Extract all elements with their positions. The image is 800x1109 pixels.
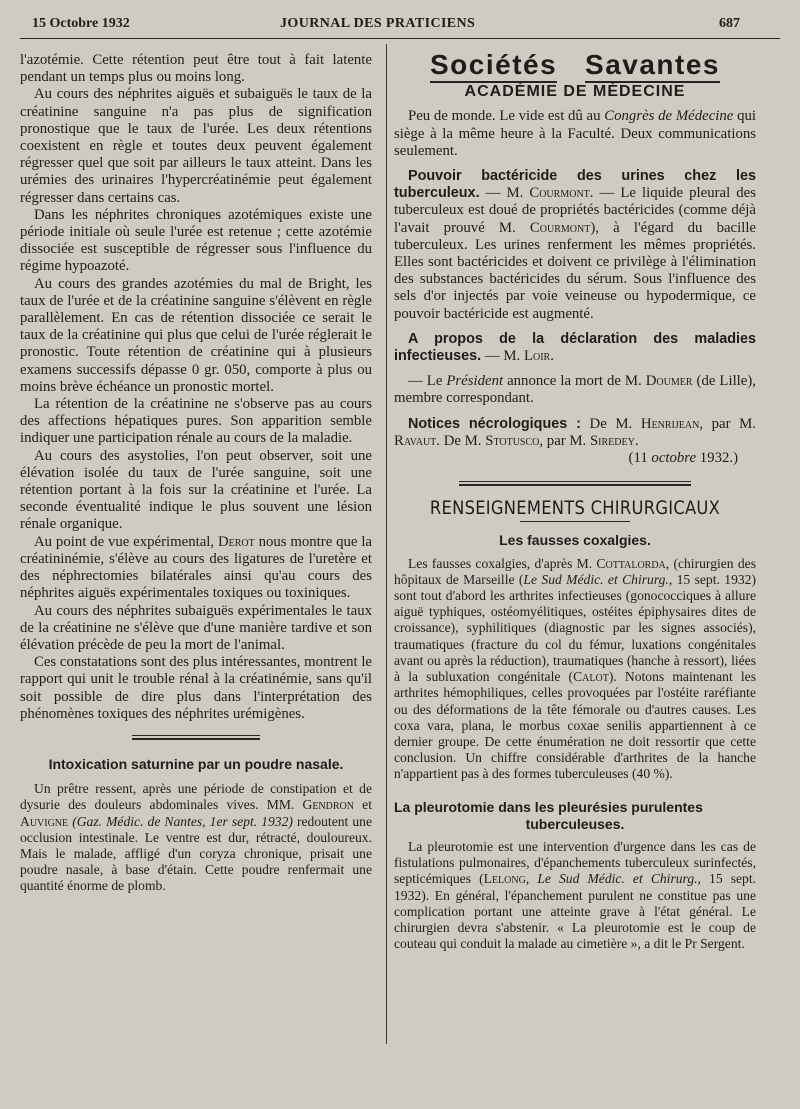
source-citation: Le Sud Médic. et Chirurg. [523, 571, 669, 587]
header-rule [20, 38, 780, 39]
author-name: Loir [523, 348, 551, 365]
academy-heading: ACADÉMIE DE MÉDECINE [464, 83, 686, 101]
page-number: 687 [719, 16, 740, 31]
paragraph: Au cours des néphrites subaiguës expérimentales le taux de la créatinine ne s'élève que d'une manière tardive et son élévation précède de peu la mort de l'animal. [20, 602, 372, 653]
running-header [32, 16, 740, 36]
announcement-paragraph: — Le Président annonce la mort de M. Doumer (de Lille), membre correspondant. [394, 373, 756, 407]
author-name: Courmont [529, 185, 590, 202]
communication-paragraph: A propos de la déclaration des maladies infectieuses. — M. Loir. [394, 330, 756, 365]
paragraph: La rétention de la créatinine ne s'observe pas au cours des affections hépatiques pures. Son apparition semble indiquer une participation rénale au cours de la maladie. [20, 396, 372, 447]
left-column [20, 52, 372, 895]
paragraph-derot: Au point de vue expérimental, Derot nous montre que la créatininémie, s'élève au cours des ligatures de l'uretère et des néphrectomies bilatérales ainsi qu'au cours des néphrites aiguës expérimentales toxiques ou toxiniques. [20, 533, 372, 602]
heading-rule [520, 521, 630, 522]
author-name: Courmont [529, 219, 591, 236]
section-heading: Sociétés Savantes [394, 56, 756, 73]
ornament-rule [459, 481, 691, 486]
intro-paragraph: Peu de monde. Le vide est dû au Congrès de Médecine qui siège à la même heure à la Faculté. Deux communications seulement. [394, 108, 756, 159]
ornament-rule [132, 735, 260, 740]
person-name: Doumer [645, 373, 693, 390]
article-body: Les fausses coxalgies, d'après M. Cottalorda, (chirurgien des hôpitaux de Marseille (Le Sud Médic. et Chirurg., 15 sept. 1932) sont tout d'abord les arthrites infectieuses (gonococciques à allure aiguë typhiques, ostéomyélitiques, ostéites épiphysaires dites de croissance), syphilitiques (diagnostic par les signes associés), traumatiques (fracture du col du fémur, luxations congénitales avant ou après la réduction), traumatiques (hanche à ressort), liées à la subluxation congénitale (Calot). Notons maintenant les arthrites hémophiliques, celles provoquées par l'ostéite raréfiante ou des déformations de la tête fémorale ou d'autres causes. Les coxa vara, plana, le morbus coxae senilis appartiennent à ce dernier groupe. De cette énumération ne doit ressortir que cette conclusion. Un chiffre considérable d'arthrites de la hanche n'appartient pas à des formes tuberculeuses (40 %). [394, 555, 756, 782]
author-name: Gendron [302, 797, 354, 813]
author-name: Auvigne [20, 813, 69, 829]
section-heading: RENSEIGNEMENTS CHIRURGICAUX [429, 497, 721, 520]
source-citation: (Gaz. Médic. de Nantes, 1er sept. 1932) [68, 813, 293, 829]
paragraph: l'azotémie. Cette rétention peut être tout à fait latente pendant un temps plus ou moins long. [20, 52, 372, 86]
issue-date: 15 Octobre 1932 [32, 16, 130, 31]
author-name: Calot [573, 669, 609, 685]
article-title: Intoxication saturnine par un poudre nasale. [48, 755, 344, 772]
communication-paragraph: Pouvoir bactéricide des urines chez les tuberculeux. — M. Courmont. — Le liquide pleural des tuberculeux est doué de propriétés bactéricides (comme déjà l'avait prouvé M. Courmont), à l'égard du bacille tuberculeux. Les urines renferment les mêmes propriétés. Elles sont bactéricides et doivent ce privilège à l'élimination des substances bactéricides du sérum. Sous l'influence des sels d'or injectés par voie veineuse ou hypodermique, ce pouvoir bactéricide est augmenté. [394, 168, 757, 322]
author-name: Lelong [483, 871, 526, 887]
article-title: Les fausses coxalgies. [499, 532, 651, 549]
right-column [394, 49, 757, 952]
column-divider [386, 44, 387, 1044]
article-body: La pleurotomie est une intervention d'urgence dans les cas de fistulations pulmonaires, d'épanchements tuberculeux surinfectés, septicémiques (Lelong, Le Sud Médic. et Chirurg., 15 sept. 1932). En général, l'épanchement purulent ne constitue pas une complication portant une atteinte grave à l'état général. Le chirurgien devra s'abstenir. « La pleurotomie est le coup de couteau qui conduit la malade au cimetière », a dit le Pr Sergent. [394, 838, 756, 952]
source-citation: Le Sud Médic. et Chirurg. [537, 871, 698, 887]
paragraph: Au cours des asystolies, l'on peut observer, soit une élévation isolée du taux de l'urée sanguine, soit une rétention portant à la fois sur la créatinine et l'urée. La seconde éventualité indique le plus souvent une lésion rénale organique. [20, 447, 372, 533]
author-name: Cottalorda [596, 555, 666, 571]
paragraph: Au cours des néphrites aiguës et subaiguës le taux de la créatinine sanguine n'a pas plus de signification pronostique que le taux de l'urée. Les deux rétentions coexistent en règle et toutes deux peuvent également régresser quel que soit par ailleurs le taux atteint. Dans les urémies des urinaires l'hypercréatinémie peut également régresser dans certains cas. [20, 86, 372, 206]
author-name: Derot [217, 533, 255, 550]
session-date: (11 octobre 1932.) [628, 450, 738, 467]
paragraph: Dans les néphrites chroniques azotémiques existe une période initiale où seule l'urée est retenue ; cette azotémie dissociée est susceptible de régresser sous l'influence du régime hypoazoté. [20, 206, 372, 275]
article-body: Un prêtre ressent, après une période de constipation et de dysurie des douleurs abdominales vives. MM. Gendron et Auvigne (Gaz. Médic. de Nantes, 1er sept. 1932) redoutent une occlusion intestinale. Le ventre est dur, rétracté, douloureux. Mais le malade, affligé d'un coryza chronique, prisait une poudre nasale, à base d'étain. Cette poudre renfermait une quantité énorme de plomb. [20, 781, 372, 894]
obituary-paragraph: Notices nécrologiques : De M. Henrijean, par M. Ravaut. De M. Stotusco, par M. Siredey. [394, 415, 756, 449]
paragraph: Au cours des grandes azotémies du mal de Bright, les taux de l'urée et de la créatinine sanguine s'élèvent en règle parallèlement. En cas de rétention dissociée ce serait le taux de la créatinine qui plus que celui de l'urée réglerait le pronostic. Toute rétention de créatinine qui à plusieurs examens successifs dépasse 0 gr. 050, comporte à plus ou moins brève échéance un pronostic mortel. [20, 275, 372, 395]
journal-title: JOURNAL DES PRATICIENS [280, 16, 476, 31]
article-title: La pleurotomie dans les pleurésies purulentes tuberculeuses. [394, 798, 703, 832]
paragraph: Ces constatations sont des plus intéressantes, montrent le rapport qui unit le trouble rénal à la créatinémie, sans qu'il soit possible de dire plus dans l'interprétation des phénomènes toxiques des néphrites urémigènes. [20, 654, 372, 722]
